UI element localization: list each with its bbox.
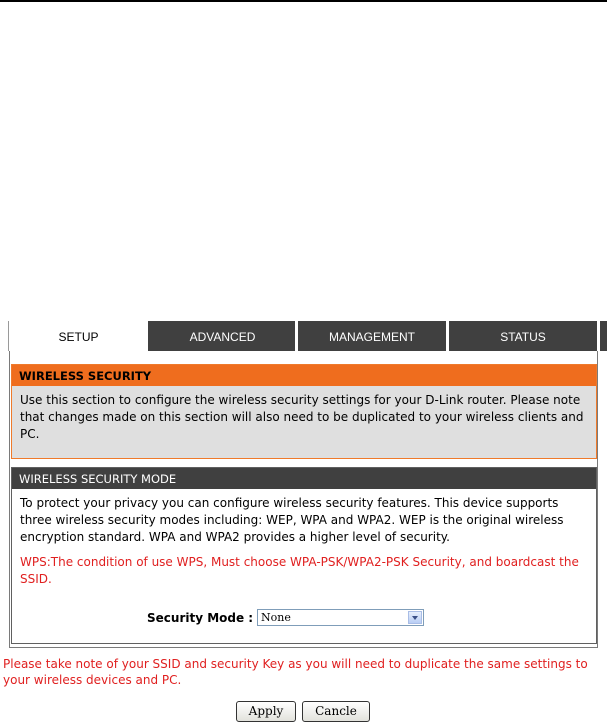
footer-note: Please take note of your SSID and security Key as you will need to duplicate the same settings to your wireless devices and PC. [3,657,588,687]
apply-button[interactable]: Apply [236,701,296,722]
wireless-security-title: WIRELESS SECURITY [12,365,596,386]
security-mode-description: To protect your privacy you can configure wireless security features. This device supports three wireless security modes including: WEP, WPA and WPA2. WEP is the original wireless encryption standard. WPA and WPA2 provides a higher level of security. [20,496,564,544]
top-rule [0,0,607,2]
wireless-security-mode-title: WIRELESS SECURITY MODE [12,468,596,489]
tab-separator [597,321,600,351]
wireless-security-mode-section [11,467,597,644]
wireless-security-description: Use this section to configure the wireless security settings for your D-Link router. Please note that changes made on this section will also need to be duplicated to your wireless clients and PC. [20,393,584,441]
main-tab-bar [0,321,607,351]
security-mode-row [12,608,596,630]
wireless-security-section [11,364,597,459]
tab-setup-label: SETUP [58,330,99,344]
tab-status-label: STATUS [500,330,546,344]
security-mode-value: None [261,611,291,624]
tab-management-label: MANAGEMENT [328,330,415,344]
tab-management[interactable] [298,321,446,351]
security-mode-label: Security Mode : [147,611,254,625]
wps-note: WPS:The condition of use WPS, Must choose WPA-PSK/WPA2-PSK Security, and boardcast the SSID. [20,555,579,586]
tab-advanced[interactable] [150,321,295,351]
tab-status[interactable] [449,321,597,351]
chevron-down-icon[interactable] [408,611,422,624]
cancel-button[interactable]: Cancle [302,701,370,722]
tab-setup[interactable] [8,321,148,351]
security-mode-select[interactable] [257,609,424,626]
tab-advanced-label: ADVANCED [189,330,256,344]
